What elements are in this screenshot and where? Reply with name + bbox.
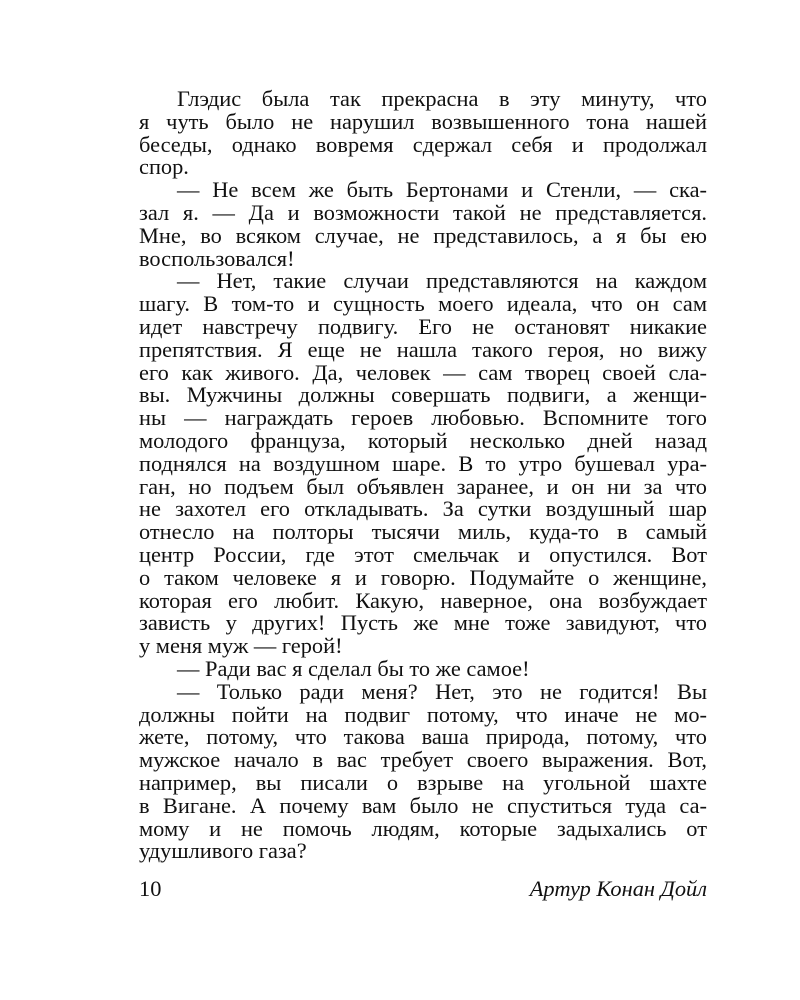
page-number: 10 [139,876,162,901]
text-line: воспользовался! [139,245,295,271]
text-line: в Вигане. А почему вам было не спуститься туда са- [139,792,707,818]
text-line: должны пойти на подвиг потому, что иначе не мо- [139,701,707,727]
text-line: зависть у других! Пусть же мне тоже завидуют, что [139,610,707,636]
text-line: жете, потому, что такова ваша природа, потому, что [139,724,707,750]
text-line: ган, но подъем был объявлен заранее, и он ни за что [139,473,707,499]
page-footer [139,876,707,902]
text-line: вы. Мужчины должны совершать подвиги, а женщи- [139,382,707,408]
text-line: я чуть было не нарушил возвышенного тона нашей [139,108,707,134]
text-line: препятствия. Я еще не нашла такого героя, но вижу [139,336,707,362]
text-line: отнесло на полторы тысячи миль, куда-то в самый [139,519,707,545]
text-line: молодого француза, который несколько дней назад [139,427,707,453]
text-line: его как живого. Да, человек — сам творец своей сла- [139,359,707,385]
text-line: Мне, во всяком случае, не представилось, а я бы ею [139,222,707,248]
text-line: которая его любит. Какую, наверное, она возбуждает [139,587,707,613]
text-line: шагу. В том-то и сущность моего идеала, что он сам [139,291,707,317]
text-line: — Ради вас я сделал бы то же самое! [177,655,530,681]
text-line: центр России, где этот смельчак и опустился. Вот [139,541,707,567]
text-line: беседы, однако вовремя сдержал себя и продолжал [139,131,707,157]
text-line: удушливого газа? [139,838,307,864]
text-line: например, вы писали о взрыве на угольной шахте [139,769,707,795]
text-line: не захотел его откладывать. За сутки воздушный шар [139,496,707,522]
text-line: — Только ради меня? Нет, это не годится! Вы [177,678,707,704]
text-line: Глэдис была так прекрасна в эту минуту, что [177,86,707,111]
text-line: мужское начало в вас требует своего выражения. Вот, [139,747,707,773]
text-line: — Не всем же быть Бертонами и Стенли, — ска- [177,177,707,203]
text-line: спор. [139,154,189,180]
text-line: — Нет, такие случаи представляются на каждом [177,268,707,294]
text-line: о таком человеке я и говорю. Подумайте о женщине, [139,564,707,590]
text-line: у меня муж — герой! [139,633,343,659]
text-line: зал я. — Да и возможности такой не представляется. [139,199,707,225]
text-line: ны — награждать героев любовью. Вспомните того [139,405,707,431]
text-line: мому и не помочь людям, которые задыхались от [139,815,707,841]
text-line: идет навстречу подвигу. Его не остановят никакие [139,313,707,339]
text-line: поднялся на воздушном шаре. В то утро бушевал ура- [139,450,707,476]
running-title: Артур Конан Дойл [529,876,707,901]
body-text [139,88,707,863]
